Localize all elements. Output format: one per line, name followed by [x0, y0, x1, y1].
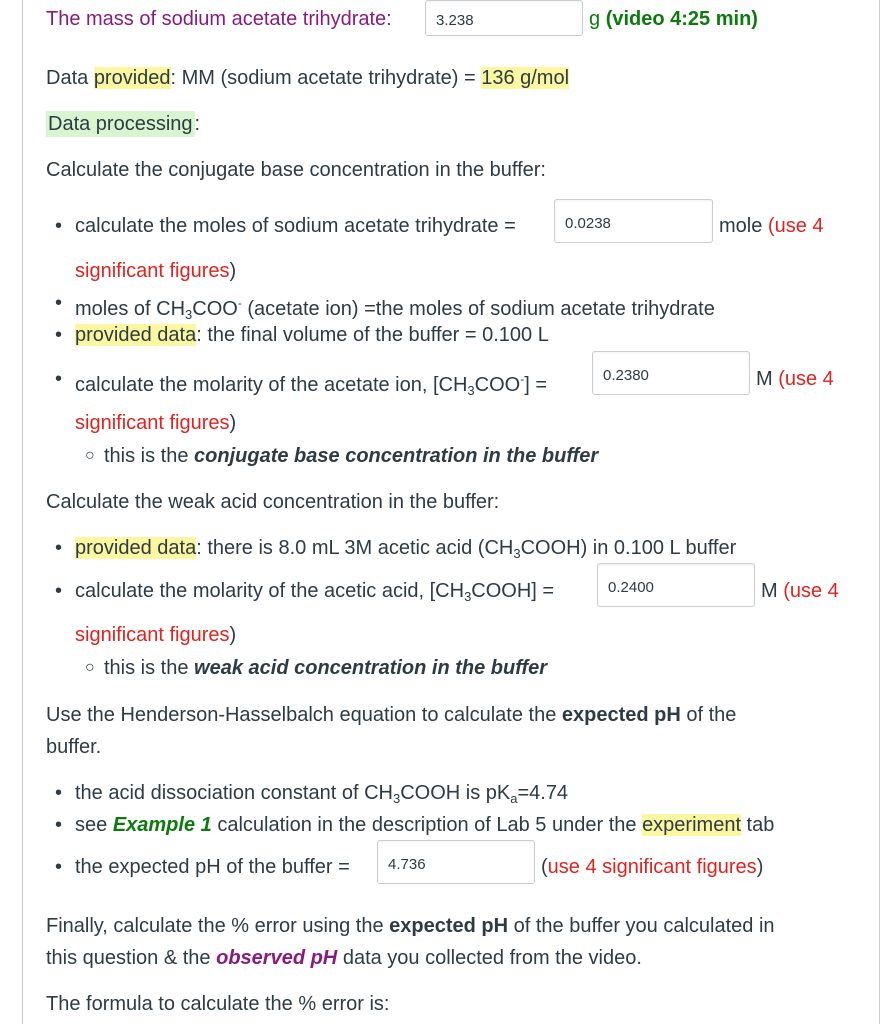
- hh-line2: buffer.: [46, 736, 102, 758]
- final-line2: [46, 945, 642, 971]
- acetate-molarity-sig-open: (use 4: [778, 368, 834, 390]
- acetate-molarity-sig-line: [75, 410, 236, 436]
- bullet-circle: ○: [85, 447, 95, 464]
- data-processing-highlight: Data processing: [48, 113, 193, 135]
- acid-molarity-unit-line: [761, 578, 839, 604]
- acetate-molarity-sig-close: significant figures: [75, 412, 230, 434]
- pka-sub2: a: [510, 791, 518, 806]
- acid-data-sub: 3: [513, 546, 521, 561]
- acid-molarity-paren: ): [229, 624, 237, 646]
- final-pre: Finally, calculate the % error using the: [46, 915, 390, 937]
- acetate-molarity-sup: -: [520, 372, 525, 386]
- conj-note-bold: conjugate base concentration in the buffer: [194, 445, 599, 467]
- example-post: tab: [741, 814, 775, 836]
- moles-sig-open: (use 4: [767, 215, 824, 237]
- ph-sig: use 4 significant figures: [547, 856, 757, 878]
- bullet-disc: •: [55, 814, 63, 836]
- bullet-disc: •: [55, 292, 63, 314]
- conj-note: [104, 443, 598, 469]
- acid-molarity-sig-close: significant figures: [75, 624, 230, 646]
- example-mid: calculation in the description of Lab 5 under the: [211, 814, 643, 836]
- formula-label: The formula to calculate the % error is:: [46, 993, 390, 1015]
- pka-pre: the acid dissociation constant of CH: [75, 782, 393, 804]
- hh-post: of the: [680, 704, 737, 726]
- ph-paren-close: ): [756, 856, 764, 878]
- example-item: [75, 812, 774, 838]
- moles-paren: ): [229, 260, 237, 282]
- mm-value: 136 g/mol: [481, 67, 570, 89]
- moles-unit-line: [719, 213, 824, 239]
- data-provided-text: : MM (sodium acetate trihydrate) =: [170, 67, 482, 89]
- example-link: Example 1: [112, 814, 212, 836]
- acetate-molarity-paren: ): [229, 412, 237, 434]
- pka-post: =4.74: [517, 782, 569, 804]
- hh-pre: Use the Henderson-Hasselbalch equation to calculate the: [46, 704, 562, 726]
- mass-input[interactable]: [425, 0, 583, 36]
- acid-molarity-text: [75, 578, 554, 610]
- data-provided-highlight: provided: [93, 67, 171, 89]
- acid-molarity-post: COOH] =: [471, 580, 555, 602]
- bullet-disc: •: [55, 215, 63, 237]
- acetate-molarity-unit: M: [756, 368, 779, 390]
- hh-bold: expected pH: [561, 704, 681, 726]
- acid-note-pre: this is the: [104, 657, 195, 679]
- acetate-molarity-text: [75, 366, 547, 404]
- final-line1: [46, 913, 775, 939]
- mass-unit-line: [589, 6, 758, 32]
- data-processing-colon: :: [194, 113, 201, 135]
- mass-unit: g: [589, 8, 601, 30]
- data-processing-line: [46, 111, 200, 137]
- acid-note: [104, 655, 547, 681]
- ph-sig-line: [541, 854, 763, 880]
- pka-item: [75, 780, 568, 812]
- hh-line1: [46, 702, 736, 728]
- data-provided-line: [46, 65, 569, 91]
- final-bold: expected pH: [389, 915, 509, 937]
- moles-acetate-sub: 3: [185, 307, 193, 322]
- acid-data-highlight: provided data: [75, 537, 197, 559]
- bullet-disc: •: [55, 537, 63, 559]
- moles-input[interactable]: [554, 199, 713, 243]
- acetate-molarity-pre: calculate the molarity of the acetate ion, [CH: [75, 374, 468, 396]
- observed-ph: observed pH: [216, 947, 338, 969]
- acid-data-text: : there is 8.0 mL 3M acetic acid (CH: [196, 537, 514, 559]
- acetate-molarity-unit-line: [756, 366, 834, 392]
- bullet-disc: •: [55, 580, 63, 602]
- volume-item: [75, 322, 549, 348]
- acid-molarity-input[interactable]: [597, 563, 755, 607]
- data-provided-prefix: Data: [46, 67, 94, 89]
- acetate-molarity-sub: 3: [467, 383, 475, 398]
- moles-sig-line: [75, 258, 236, 284]
- mass-label: The mass of sodium acetate trihydrate:: [46, 8, 392, 30]
- ph-item-text: the expected pH of the buffer =: [75, 856, 350, 878]
- ph-input[interactable]: [377, 840, 535, 884]
- bullet-disc: •: [55, 856, 63, 878]
- experiment-highlight: experiment: [642, 814, 741, 836]
- acetate-molarity-post: ] =: [524, 374, 548, 396]
- acid-molarity-pre: calculate the molarity of the acetic acid, [CH: [75, 580, 465, 602]
- moles-acetate-post: (acetate ion) =the moles of sodium acetate trihydrate: [241, 298, 715, 320]
- pka-mid: COOH is pK: [400, 782, 511, 804]
- moles-acetate-pre: moles of CH: [75, 298, 186, 320]
- moles-item-text: calculate the moles of sodium acetate trihydrate =: [75, 215, 516, 237]
- acid-molarity-sig-line: [75, 622, 236, 648]
- acid-molarity-unit: M: [761, 580, 784, 602]
- example-pre: see: [75, 814, 113, 836]
- moles-sig-close: significant figures: [75, 260, 230, 282]
- bullet-circle: ○: [85, 659, 95, 676]
- ph-paren-open: (: [541, 856, 548, 878]
- acid-molarity-sig-open: (use 4: [783, 580, 839, 602]
- weak-acid-heading: Calculate the weak acid concentration in the buffer:: [46, 491, 500, 513]
- final-line2-post: data you collected from the video.: [337, 947, 642, 969]
- pka-sub: 3: [392, 791, 401, 806]
- conj-note-pre: this is the: [104, 445, 195, 467]
- acetate-molarity-input[interactable]: [592, 351, 750, 395]
- bullet-disc: •: [55, 324, 63, 346]
- acid-molarity-sub: 3: [464, 589, 472, 604]
- final-line2-pre: this question & the: [46, 947, 217, 969]
- bullet-disc: •: [55, 782, 63, 804]
- final-post: of the buffer you calculated in: [508, 915, 775, 937]
- volume-highlight: provided data: [75, 324, 197, 346]
- acid-note-bold: weak acid concentration in the buffer: [194, 657, 548, 679]
- moles-unit: mole: [719, 215, 768, 237]
- acetate-molarity-mid: COO: [474, 374, 521, 396]
- bullet-disc: •: [55, 368, 63, 390]
- video-note: (video 4:25 min): [605, 8, 758, 30]
- moles-acetate-mid: COO: [192, 298, 238, 320]
- acid-data-post: COOH) in 0.100 L buffer: [520, 537, 737, 559]
- moles-acetate-sup: -: [237, 296, 242, 310]
- conj-base-heading: Calculate the conjugate base concentration in the buffer:: [46, 159, 546, 181]
- volume-text: : the final volume of the buffer = 0.100 L: [196, 324, 549, 346]
